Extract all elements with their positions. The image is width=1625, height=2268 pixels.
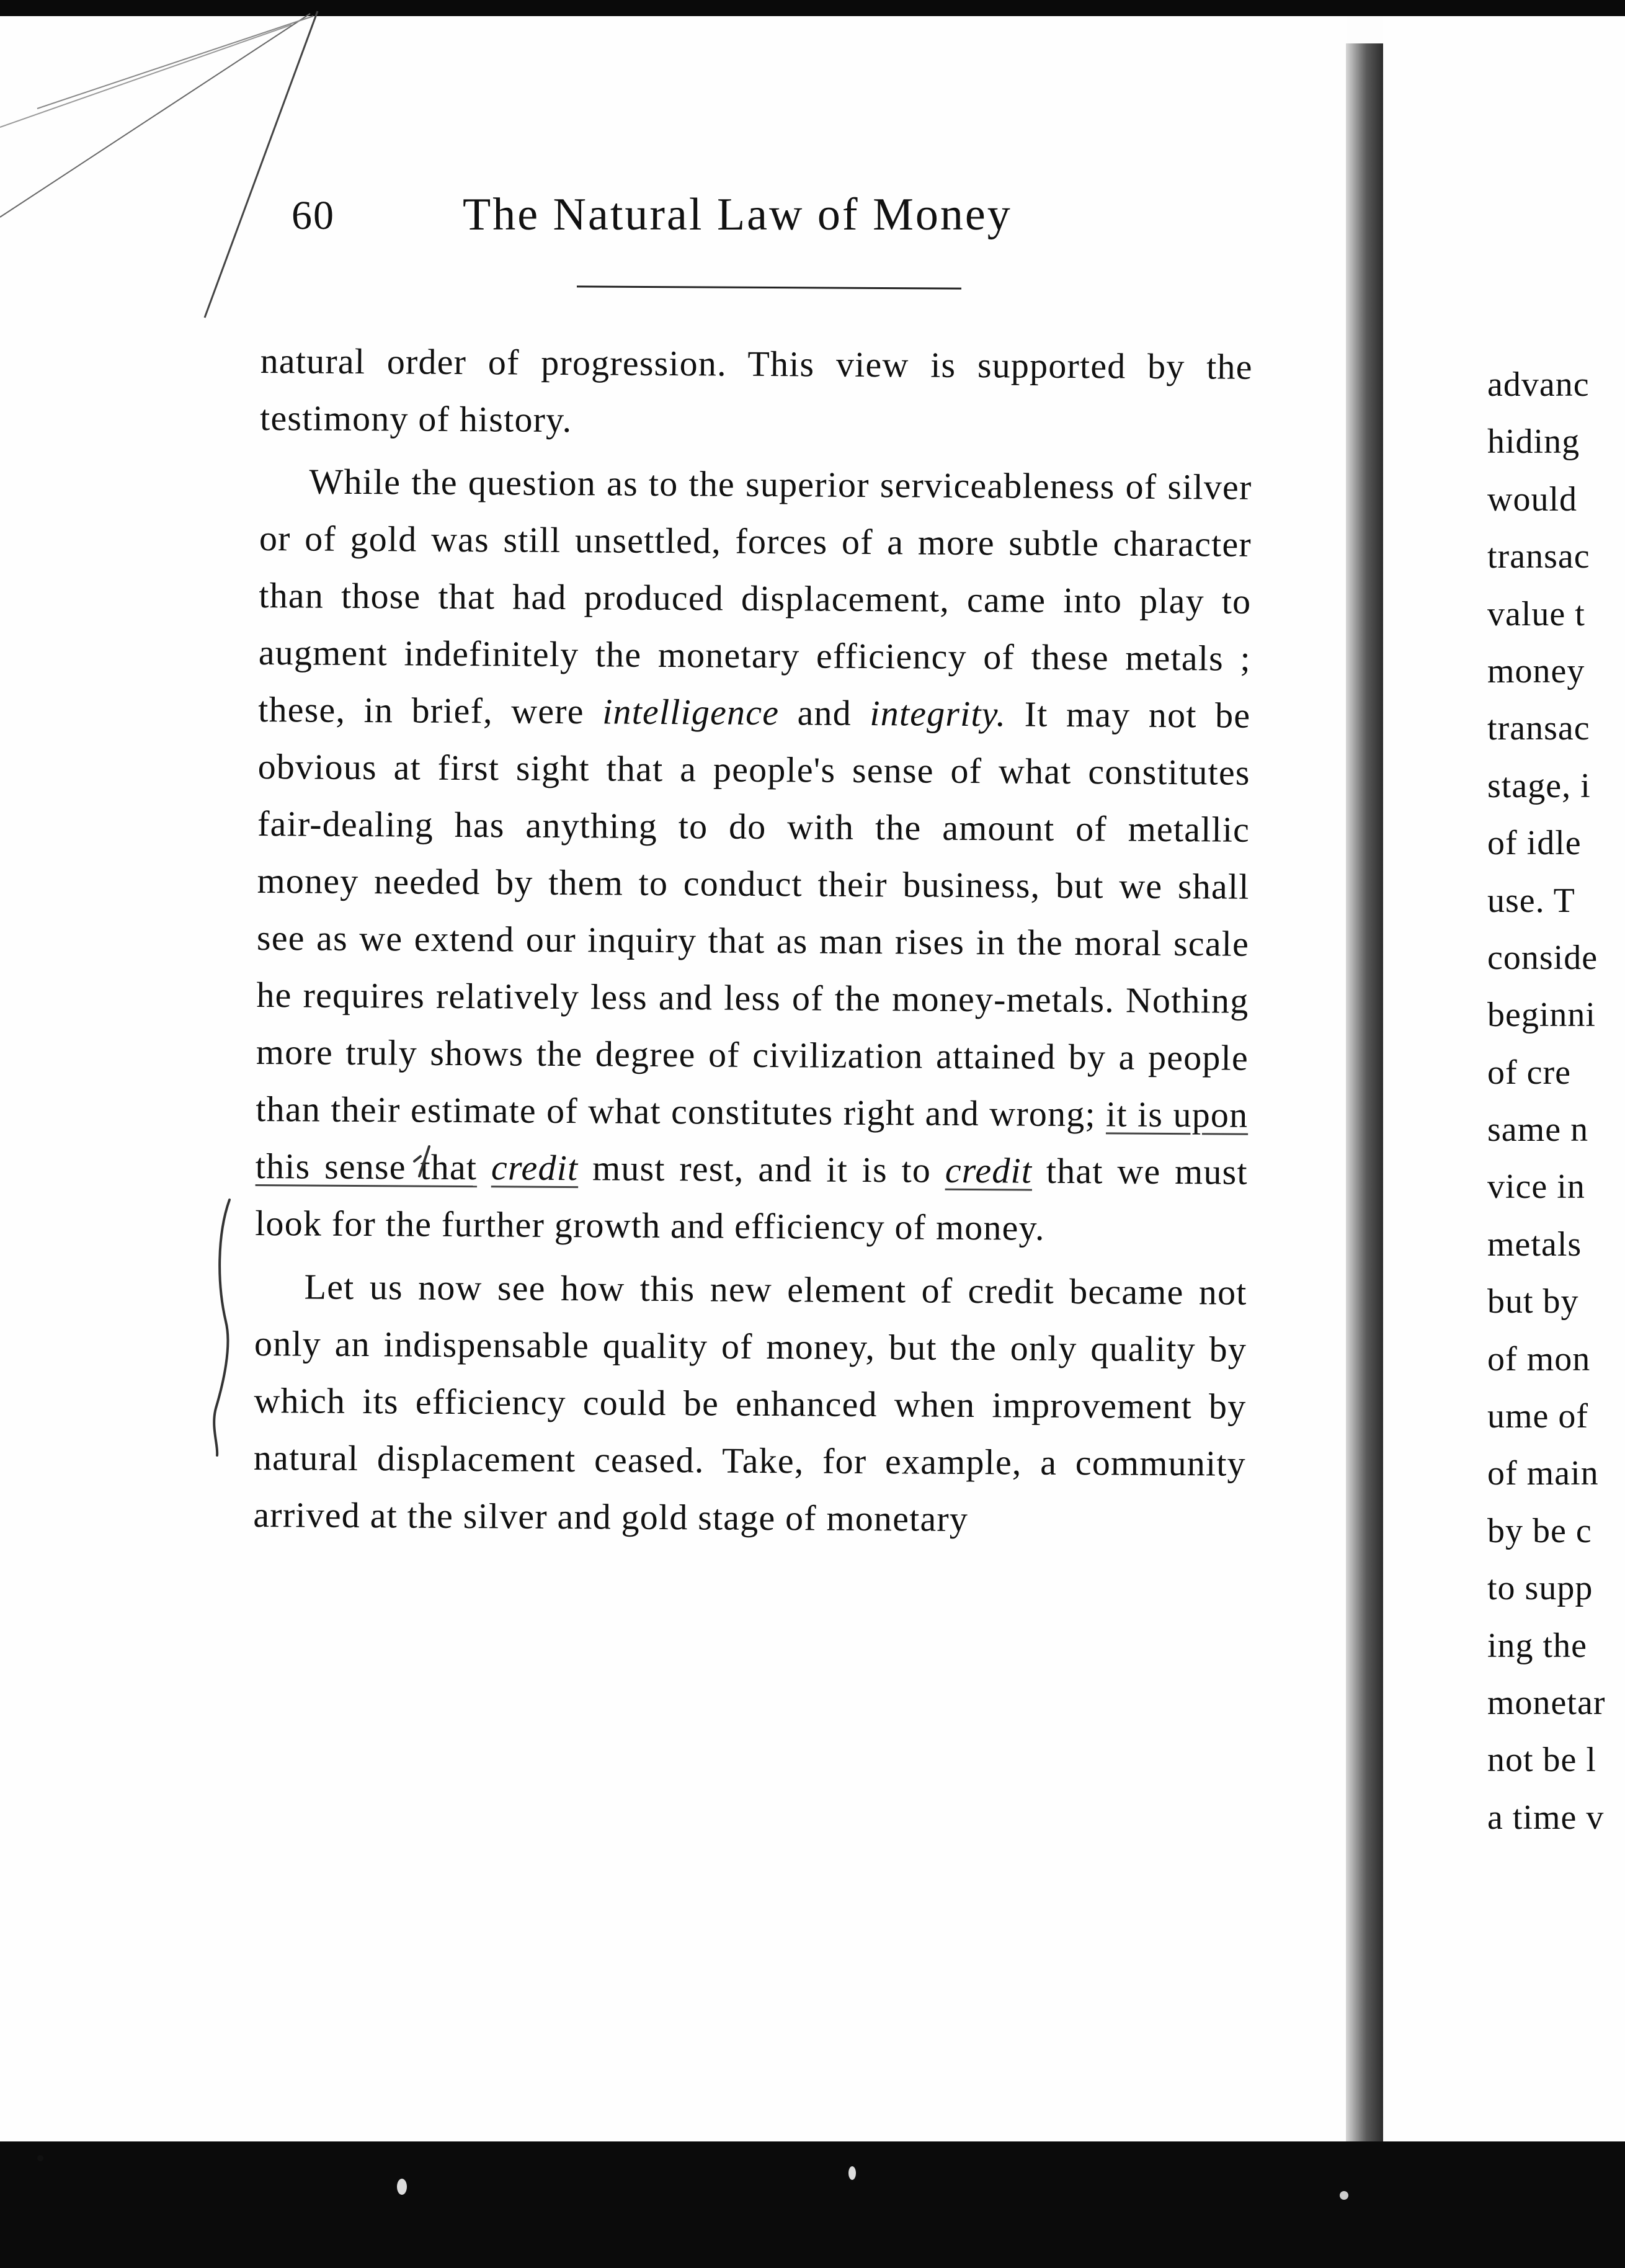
fold-line-1	[205, 11, 318, 318]
facing-page-line: ing the	[1487, 1626, 1587, 1665]
facing-page-line: but by	[1487, 1282, 1579, 1321]
facing-page-line: same n	[1487, 1110, 1589, 1150]
handwritten-check-mark	[411, 1143, 442, 1180]
paragraph-3: Let us now see how this new element of credit became not only an indispensable quality of money, but the only quality by which its efficiency could be enhanced when improvement by natural displacement ceased. Take, for example, a community arrived at the silver and gold stage of monetary	[253, 1266, 1247, 1540]
fold-line-3	[37, 16, 313, 109]
facing-page-line: transac	[1487, 537, 1590, 576]
facing-page-line: of mon	[1487, 1339, 1591, 1378]
scan-bottom-border	[0, 2141, 1625, 2268]
facing-page-line: transac	[1487, 709, 1590, 748]
facing-page-line: would	[1487, 480, 1577, 519]
page-number: 60	[292, 193, 335, 238]
facing-page-line: stage, i	[1487, 766, 1591, 805]
paragraph-2	[255, 453, 1252, 1258]
page-corner-fold-lines	[0, 0, 323, 335]
facing-page-line: not be l	[1487, 1741, 1596, 1780]
facing-page-line: use. T	[1487, 881, 1575, 920]
facing-page-line: value t	[1487, 594, 1585, 633]
paragraph-2-part1: While the question as to the superior serviceableness of silver or of gold was still unsettled, forces of a more subtle character than those that had produced displacement, came into play to augment indefinitely the monetary efficiency of these metals ; these, in brief, were	[258, 461, 1252, 732]
italic-intelligence: intelligence	[602, 691, 780, 733]
facing-page-line: of cre	[1487, 1053, 1572, 1092]
italic-integrity: integrity.	[870, 693, 1007, 734]
underlined-credit-2: credit	[945, 1150, 1033, 1191]
facing-page-line: a time v	[1487, 1798, 1605, 1837]
facing-page-line: vice in	[1487, 1167, 1585, 1207]
paragraph-2-and: and	[778, 692, 870, 734]
facing-page-line: conside	[1487, 938, 1598, 977]
facing-page-text-fragments	[1487, 356, 1625, 1846]
body-text	[253, 333, 1253, 1550]
facing-page-line: of main	[1487, 1454, 1599, 1493]
facing-page-line: money	[1487, 651, 1585, 690]
facing-page-line: ume of	[1487, 1397, 1589, 1436]
paragraph-2-part5: that we must look for the further growth and efficiency of money.	[255, 1150, 1248, 1248]
running-title: The Natural Law of Money	[463, 189, 1012, 240]
facing-page-line: advanc	[1487, 365, 1590, 404]
facing-page-line: of idle	[1487, 824, 1582, 863]
facing-page-line: monetar	[1487, 1683, 1606, 1722]
speck	[1340, 2191, 1348, 2200]
facing-page-line: hiding	[1487, 422, 1580, 462]
paragraph-2-part3: Nothing more truly shows the degree of civilization attained by a people than their estimate of what constitutes right and wrong;	[256, 980, 1249, 1135]
fold-line-2	[0, 14, 310, 217]
facing-page-line: metals	[1487, 1225, 1582, 1264]
handwritten-margin-bracket	[205, 1197, 242, 1458]
facing-page-line: to supp	[1487, 1569, 1593, 1608]
book-gutter	[1346, 43, 1383, 2141]
page-header	[292, 186, 1098, 261]
facing-page-line: beginni	[1487, 996, 1596, 1035]
paragraph-2-part2: It may not be obvious at first sight that a people's sense of what constitutes fair-dealing has anything to do with the amount of metallic money needed by them to conduct their business, but we shall see as we extend our inquiry that as man rises in the moral scale he requires relatively less and less of the money-metals.	[256, 694, 1251, 1020]
paragraph-2-part4: must rest, and it is to	[578, 1148, 946, 1190]
speck	[397, 2179, 407, 2195]
underlined-credit-1: credit	[491, 1147, 579, 1189]
facing-page-line: by be c	[1487, 1511, 1592, 1550]
fold-line-4	[0, 25, 292, 127]
underlined-phrase: it is upon this sense that	[255, 1094, 1249, 1188]
speck	[848, 2166, 856, 2180]
speck	[37, 2155, 43, 2161]
paragraph-1: natural order of progression. This view is supported by the testimony of history.	[259, 340, 1253, 440]
